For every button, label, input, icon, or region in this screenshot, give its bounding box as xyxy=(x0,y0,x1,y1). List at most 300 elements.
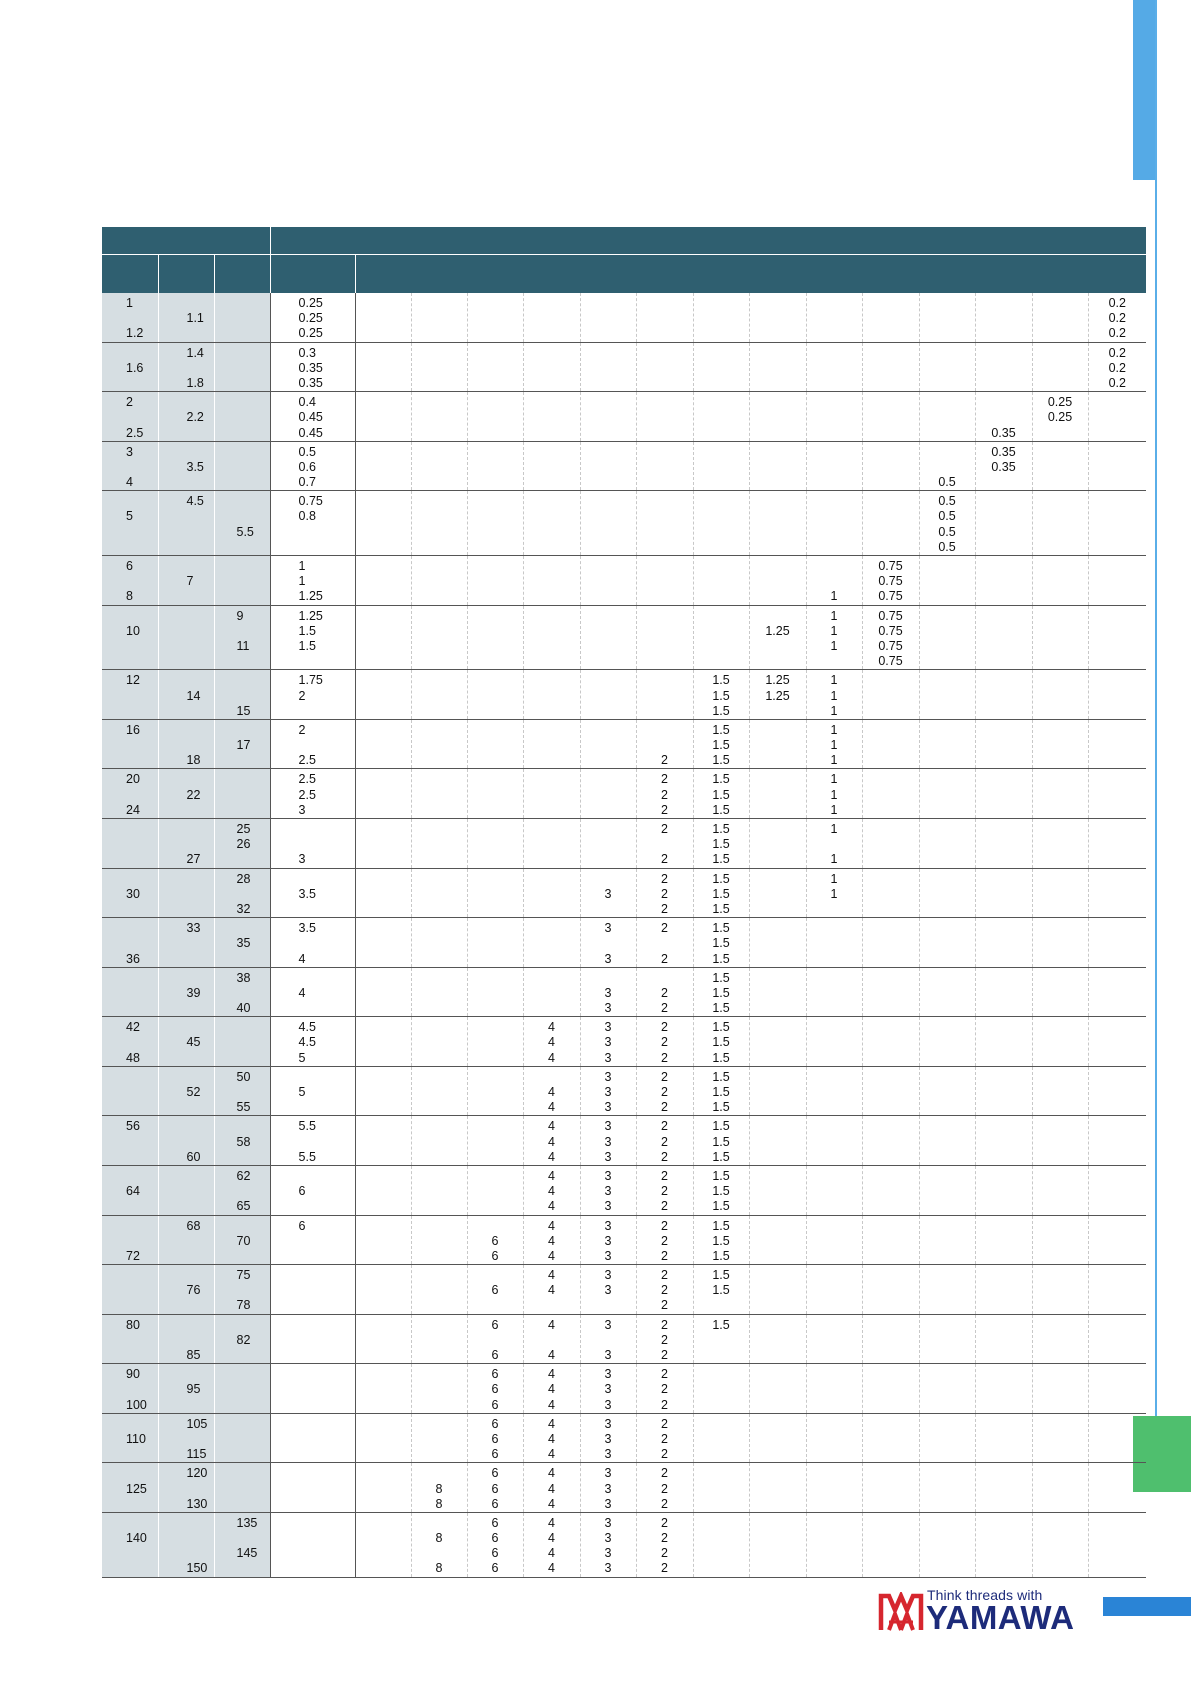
cell-value xyxy=(1089,936,1147,951)
cell-value xyxy=(1089,1070,1147,1085)
cell-value xyxy=(271,971,355,986)
cell-value xyxy=(1089,1546,1147,1561)
cell-value: 2 xyxy=(661,1248,668,1263)
cell-value xyxy=(863,1085,919,1100)
cell-value: 14 xyxy=(186,688,201,703)
cell-value xyxy=(694,1531,749,1546)
cell-value xyxy=(581,475,636,490)
cell-value xyxy=(412,1333,467,1348)
cell-value xyxy=(271,1497,355,1512)
cell-value: 2 xyxy=(661,1317,668,1332)
cell-value xyxy=(215,445,270,460)
cell-value xyxy=(863,902,919,917)
cell-value xyxy=(412,1051,467,1066)
cell-value xyxy=(1033,1367,1088,1382)
fine-pitch-cell xyxy=(1088,967,1146,1017)
cell-value xyxy=(920,1348,975,1363)
cell-value xyxy=(159,1184,214,1199)
cell-value xyxy=(694,1298,749,1313)
cell-value xyxy=(920,936,975,951)
cell-value xyxy=(750,1497,806,1512)
cell-value: 3.5 xyxy=(298,886,316,901)
cell-value xyxy=(159,772,214,787)
fine-pitch-cell xyxy=(975,441,1032,491)
cell-value xyxy=(863,1135,919,1150)
cell-value xyxy=(159,1367,214,1382)
fine-pitch-cell xyxy=(806,605,862,670)
nominal-choice-1-cell xyxy=(102,1265,158,1315)
cell-value: 0.75 xyxy=(878,574,903,589)
cell-value xyxy=(976,589,1032,604)
fine-pitch-cell xyxy=(862,1413,919,1463)
cell-value: 1.5 xyxy=(298,623,316,638)
cell-value xyxy=(468,1135,523,1150)
cell-value xyxy=(581,1298,636,1313)
fine-pitch-cell xyxy=(355,392,411,442)
cell-value xyxy=(807,395,862,410)
cell-value: 2 xyxy=(661,1416,668,1431)
nominal-choice-2-cell xyxy=(158,342,214,392)
cell-value xyxy=(159,1432,214,1447)
cell-value: 2 xyxy=(298,722,306,737)
cell-value: 1.5 xyxy=(712,1119,730,1134)
cell-value: 4 xyxy=(548,1283,555,1298)
coarse-pitch-cell xyxy=(270,1215,355,1265)
cell-value xyxy=(468,1219,523,1234)
fine-pitch-cell xyxy=(355,441,411,491)
fine-pitch-cell xyxy=(919,1215,975,1265)
cell-value xyxy=(750,1298,806,1313)
cell-value xyxy=(1089,1447,1147,1462)
side-rule xyxy=(1155,0,1157,1485)
cell-value xyxy=(863,1234,919,1249)
fine-pitch-cell xyxy=(1088,605,1146,670)
cell-value xyxy=(920,1382,975,1397)
table-row xyxy=(102,1066,1146,1116)
cell-value: 12 xyxy=(126,673,140,688)
fine-pitch-cell xyxy=(467,868,523,918)
nominal-choice-2-cell xyxy=(158,1364,214,1414)
cell-value xyxy=(215,689,270,704)
cell-value: 4 xyxy=(548,1100,555,1115)
cell-value xyxy=(976,1249,1032,1264)
cell-value xyxy=(468,445,523,460)
cell-value: 33 xyxy=(186,921,201,936)
cell-value xyxy=(807,1085,862,1100)
cell-value xyxy=(159,1051,214,1066)
cell-value xyxy=(1033,1020,1088,1035)
fine-pitch-cell xyxy=(1088,1463,1146,1513)
fine-pitch-cell xyxy=(1088,1314,1146,1364)
cell-value xyxy=(468,460,523,475)
cell-value xyxy=(524,589,580,604)
nominal-choice-2-cell xyxy=(158,670,214,720)
cell-value: 50 xyxy=(236,1069,251,1084)
cell-value xyxy=(750,525,806,540)
cell-value xyxy=(1033,639,1088,654)
fine-pitch-cell xyxy=(580,1512,636,1577)
fine-pitch-cell xyxy=(975,1165,1032,1215)
fine-pitch-cell xyxy=(411,1463,467,1513)
cell-value xyxy=(412,1001,467,1016)
cell-value xyxy=(468,971,523,986)
fine-pitch-cell xyxy=(749,556,806,606)
cell-value xyxy=(976,574,1032,589)
cell-value xyxy=(976,1333,1032,1348)
cell-value: 6 xyxy=(491,1248,499,1263)
cell-value xyxy=(807,1070,862,1085)
fine-pitch-cell xyxy=(355,1512,411,1577)
cell-value: 4 xyxy=(548,1199,555,1214)
fine-pitch-cell xyxy=(1032,441,1088,491)
cell-value xyxy=(920,772,975,787)
fine-pitch-cell xyxy=(749,1314,806,1364)
cell-value xyxy=(1033,1417,1088,1432)
cell-value xyxy=(412,936,467,951)
cell-value xyxy=(102,376,158,391)
cell-value xyxy=(159,609,214,624)
coarse-pitch-cell xyxy=(270,1364,355,1414)
cell-value xyxy=(468,902,523,917)
cell-value xyxy=(1033,1001,1088,1016)
cell-value xyxy=(468,376,523,391)
cell-value xyxy=(581,624,636,639)
cell-value xyxy=(412,460,467,475)
cell-value xyxy=(271,1268,355,1283)
cell-value xyxy=(412,1234,467,1249)
cell-value xyxy=(159,1249,214,1264)
cell-value xyxy=(412,1398,467,1413)
cell-value xyxy=(412,822,467,837)
cell-value xyxy=(1089,445,1147,460)
cell-value: 2 xyxy=(661,1050,668,1065)
cell-value xyxy=(920,1035,975,1050)
cell-value: 8 xyxy=(435,1561,443,1576)
cell-value xyxy=(581,509,636,524)
cell-value xyxy=(976,837,1032,852)
cell-value xyxy=(863,460,919,475)
nominal-choice-3-cell xyxy=(214,967,270,1017)
cell-value xyxy=(215,624,270,639)
fine-pitch-cell xyxy=(636,1314,693,1364)
cell-value xyxy=(159,837,214,852)
fine-pitch-cell xyxy=(580,441,636,491)
cell-value xyxy=(750,559,806,574)
fine-pitch-cell xyxy=(1032,556,1088,606)
cell-value xyxy=(750,1447,806,1462)
fine-pitch-cell xyxy=(411,719,467,769)
cell-value xyxy=(468,673,523,688)
cell-value xyxy=(356,361,411,376)
cell-value xyxy=(750,1035,806,1050)
cell-value xyxy=(159,1135,214,1150)
cell-value xyxy=(159,559,214,574)
cell-value: 1 xyxy=(830,722,838,737)
cell-value xyxy=(1033,921,1088,936)
fine-pitch-cell xyxy=(1088,769,1146,819)
cell-value: 3 xyxy=(604,1035,612,1050)
cell-value xyxy=(468,837,523,852)
cell-value xyxy=(807,525,862,540)
cell-value xyxy=(468,1100,523,1115)
cell-value xyxy=(159,361,214,376)
fine-pitch-cell xyxy=(1032,1413,1088,1463)
fine-pitch-cell xyxy=(1088,491,1146,556)
cell-value: 4.5 xyxy=(186,494,204,509)
cell-value xyxy=(863,1051,919,1066)
cell-value: 3 xyxy=(604,1496,612,1511)
cell-value xyxy=(1089,589,1147,604)
cell-value: 4 xyxy=(548,1397,555,1412)
cell-value xyxy=(976,1035,1032,1050)
cell-value xyxy=(637,673,693,688)
cell-value xyxy=(102,1516,158,1531)
cell-value xyxy=(976,1531,1032,1546)
fine-pitch-cell xyxy=(355,918,411,968)
cell-value: 1.5 xyxy=(712,1283,730,1298)
cell-value: 4.5 xyxy=(298,1020,316,1035)
cell-value xyxy=(102,1561,158,1576)
cell-value: 4 xyxy=(548,1317,555,1332)
cell-value xyxy=(356,1318,411,1333)
cell-value xyxy=(807,1447,862,1462)
fine-pitch-cell xyxy=(975,491,1032,556)
cell-value xyxy=(356,1184,411,1199)
cell-value xyxy=(215,921,270,936)
cell-value xyxy=(412,1199,467,1214)
fine-pitch-cell xyxy=(411,1364,467,1414)
fine-pitch-cell xyxy=(975,1265,1032,1315)
yamawa-logo xyxy=(878,1587,1078,1635)
cell-value: 2 xyxy=(661,1134,668,1149)
cell-value: 2 xyxy=(661,1481,668,1496)
cell-value xyxy=(1089,1100,1147,1115)
fine-pitch-cell xyxy=(693,293,749,342)
cell-value xyxy=(976,509,1032,524)
cell-value: 4 xyxy=(548,1515,555,1530)
cell-value: 30 xyxy=(126,886,140,901)
fine-pitch-cell xyxy=(806,293,862,342)
fine-pitch-cell xyxy=(693,1364,749,1414)
fine-pitch-cell xyxy=(1088,1165,1146,1215)
nominal-choice-2-cell xyxy=(158,967,214,1017)
cell-value xyxy=(215,1150,270,1165)
cell-value xyxy=(356,624,411,639)
cell-value xyxy=(807,1466,862,1481)
cell-value xyxy=(1089,1051,1147,1066)
fine-pitch-cell xyxy=(1088,1512,1146,1577)
cell-value xyxy=(863,772,919,787)
cell-value xyxy=(1089,1219,1147,1234)
fine-pitch-cell xyxy=(523,1165,580,1215)
cell-value xyxy=(920,1070,975,1085)
fine-pitch-cell xyxy=(919,1017,975,1067)
cell-value xyxy=(524,460,580,475)
cell-value: 6 xyxy=(298,1218,306,1233)
cell-value xyxy=(637,509,693,524)
cell-value: 4 xyxy=(548,1348,555,1362)
cell-value: 2 xyxy=(661,1561,668,1576)
fine-pitch-cell xyxy=(749,1116,806,1166)
cell-value: 2 xyxy=(661,951,668,966)
cell-value xyxy=(356,852,411,867)
cell-value xyxy=(863,525,919,540)
fine-pitch-cell xyxy=(919,1512,975,1577)
cell-value xyxy=(215,723,270,738)
cell-value xyxy=(468,872,523,887)
fine-pitch-cell xyxy=(355,1314,411,1364)
cell-value xyxy=(215,1085,270,1100)
cell-value xyxy=(637,738,693,753)
cell-value xyxy=(356,788,411,803)
fine-pitch-cell xyxy=(693,1017,749,1067)
cell-value xyxy=(920,971,975,986)
cell-value: 78 xyxy=(236,1298,251,1313)
cell-value: 1.5 xyxy=(712,1233,730,1248)
cell-value xyxy=(694,326,749,341)
cell-value xyxy=(1089,1333,1147,1348)
cell-value xyxy=(524,361,580,376)
cell-value xyxy=(750,1348,806,1363)
fine-pitch-cell xyxy=(975,605,1032,670)
nominal-choice-3-cell xyxy=(214,342,270,392)
nominal-choice-1-cell xyxy=(102,769,158,819)
cell-value: 4 xyxy=(548,1496,555,1511)
cell-value xyxy=(524,936,580,951)
fine-pitch-cell xyxy=(749,441,806,491)
fine-pitch-cell xyxy=(862,605,919,670)
cell-value xyxy=(356,738,411,753)
cell-value xyxy=(637,296,693,311)
cell-value xyxy=(750,639,806,654)
cell-value xyxy=(1033,986,1088,1001)
fine-pitch-cell xyxy=(636,1066,693,1116)
fine-pitch-cell xyxy=(411,1512,467,1577)
cell-value xyxy=(356,609,411,624)
cell-value: 3.5 xyxy=(298,921,316,936)
cell-value xyxy=(102,738,158,753)
fine-pitch-cell xyxy=(862,868,919,918)
cell-value: 3 xyxy=(604,1416,612,1431)
cell-value: 25 xyxy=(236,822,251,836)
cell-value xyxy=(102,494,158,509)
cell-value xyxy=(524,704,580,719)
fine-pitch-cell xyxy=(636,967,693,1017)
cell-value xyxy=(1033,1035,1088,1050)
cell-value xyxy=(524,346,580,361)
cell-value xyxy=(524,639,580,654)
cell-value: 3 xyxy=(604,1431,612,1446)
cell-value xyxy=(215,1219,270,1234)
cell-value xyxy=(1033,445,1088,460)
cell-value xyxy=(271,1348,355,1363)
fine-pitch-cell xyxy=(636,1364,693,1414)
cell-value xyxy=(102,1333,158,1348)
cell-value xyxy=(1033,326,1088,341)
cell-value xyxy=(102,1135,158,1150)
cell-value xyxy=(159,902,214,917)
cell-value xyxy=(920,361,975,376)
cell-value xyxy=(920,1199,975,1214)
metric-thread-pitch-table xyxy=(102,227,1146,1578)
fine-pitch-cell xyxy=(636,918,693,968)
cell-value xyxy=(356,1482,411,1497)
cell-value xyxy=(637,376,693,391)
fine-pitch-cell xyxy=(975,1463,1032,1513)
cell-value xyxy=(863,753,919,768)
cell-value xyxy=(412,624,467,639)
cell-value xyxy=(215,1432,270,1447)
cell-value: 0.25 xyxy=(298,311,323,326)
fine-pitch-cell xyxy=(636,719,693,769)
cell-value xyxy=(159,1546,214,1561)
cell-value xyxy=(863,1417,919,1432)
cell-value xyxy=(356,1135,411,1150)
cell-value xyxy=(1089,1298,1147,1313)
cell-value xyxy=(468,311,523,326)
cell-value xyxy=(412,704,467,719)
coarse-pitch-cell xyxy=(270,1265,355,1315)
cell-value xyxy=(750,589,806,604)
cell-value xyxy=(468,986,523,1001)
cell-value xyxy=(637,589,693,604)
cell-value xyxy=(750,609,806,624)
fine-pitch-cell xyxy=(580,1017,636,1067)
cell-value xyxy=(750,346,806,361)
cell-value xyxy=(581,311,636,326)
fine-pitch-cell xyxy=(523,293,580,342)
cell-value xyxy=(412,1135,467,1150)
cell-value xyxy=(976,902,1032,917)
cell-value xyxy=(412,902,467,917)
cell-value xyxy=(581,426,636,441)
cell-value xyxy=(412,986,467,1001)
cell-value xyxy=(694,475,749,490)
cell-value: 5.5 xyxy=(298,1119,316,1134)
cell-value xyxy=(750,1398,806,1413)
cell-value xyxy=(412,673,467,688)
cell-value xyxy=(102,1466,158,1481)
fine-pitch-cell xyxy=(411,1116,467,1166)
table-row xyxy=(102,868,1146,918)
nominal-choice-2-cell xyxy=(158,1165,214,1215)
cell-value xyxy=(356,1070,411,1085)
cell-value xyxy=(524,753,580,768)
cell-value: 4 xyxy=(548,1035,555,1050)
cell-value: 2 xyxy=(661,1119,668,1134)
cell-value xyxy=(807,494,862,509)
cell-value: 2 xyxy=(661,1431,668,1446)
cell-value xyxy=(102,822,158,837)
coarse-pitch-cell xyxy=(270,1413,355,1463)
cell-value xyxy=(215,1184,270,1199)
fine-pitch-cell xyxy=(411,1017,467,1067)
cell-value xyxy=(102,921,158,936)
cell-value xyxy=(1089,1234,1147,1249)
cell-value xyxy=(1089,1482,1147,1497)
cell-value xyxy=(412,803,467,818)
cell-value xyxy=(215,494,270,509)
cell-value: 0.75 xyxy=(878,623,903,638)
fine-pitch-cell xyxy=(862,1265,919,1315)
cell-value xyxy=(412,1417,467,1432)
fine-pitch-cell xyxy=(523,918,580,968)
cell-value xyxy=(271,1398,355,1413)
cell-value xyxy=(694,426,749,441)
cell-value xyxy=(271,1199,355,1214)
cell-value xyxy=(412,1119,467,1134)
cell-value xyxy=(524,395,580,410)
